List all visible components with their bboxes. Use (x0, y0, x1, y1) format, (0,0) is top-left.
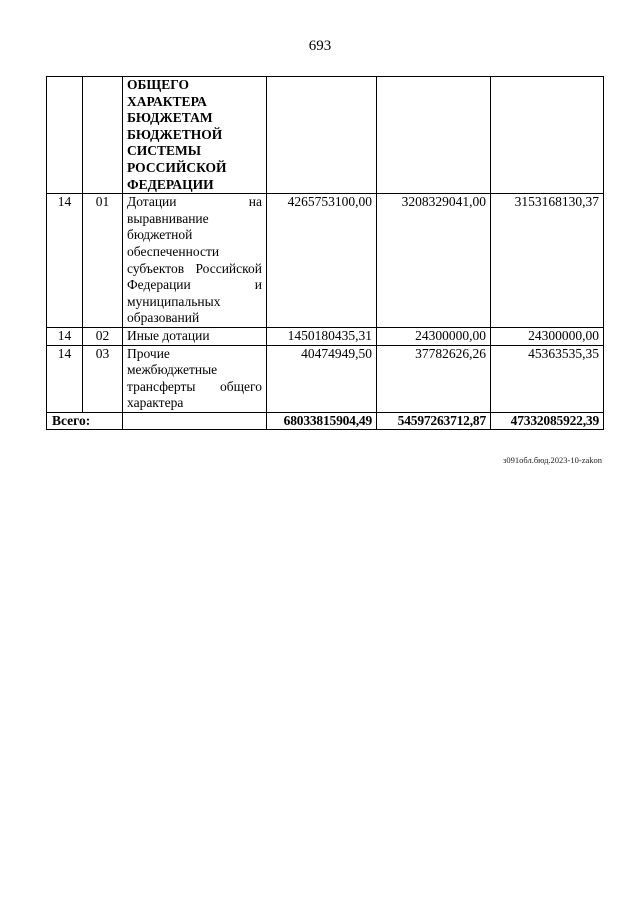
value-year-3: 3153168130,37 (491, 194, 604, 328)
value-cell-2 (377, 77, 491, 194)
section-cell (47, 77, 83, 194)
table-row (47, 194, 604, 328)
subsection-cell (83, 77, 123, 194)
section-code: 14 (47, 345, 83, 412)
budget-table (46, 76, 604, 430)
total-year-2: 54597263712,87 (377, 412, 491, 430)
value-year-2: 24300000,00 (377, 327, 491, 345)
table-row (47, 345, 604, 412)
value-year-1: 1450180435,31 (267, 327, 377, 345)
document-code: з091обл.бюд.2023-10-zakon (503, 455, 602, 465)
value-year-1: 40474949,50 (267, 345, 377, 412)
subsection-code: 02 (83, 327, 123, 345)
value-cell-1 (267, 77, 377, 194)
total-name-cell (123, 412, 267, 430)
section-code: 14 (47, 194, 83, 328)
section-code: 14 (47, 327, 83, 345)
table-row (47, 327, 604, 345)
section-heading-name: ОБЩЕГО ХАРАКТЕРА БЮДЖЕТАМ БЮДЖЕТНОЙ СИСТЕМЫ РОССИЙСКОЙ ФЕДЕРАЦИИ (123, 77, 267, 194)
value-year-1: 4265753100,00 (267, 194, 377, 328)
row-name: Прочие межбюджетные трансферты общего характера (123, 345, 267, 412)
total-year-1: 68033815904,49 (267, 412, 377, 430)
subsection-code: 03 (83, 345, 123, 412)
value-year-3: 24300000,00 (491, 327, 604, 345)
page-number: 693 (308, 38, 332, 54)
table-row-total (47, 412, 604, 430)
subsection-code: 01 (83, 194, 123, 328)
value-year-2: 3208329041,00 (377, 194, 491, 328)
row-name: Дотации на выравнивание бюджетной обеспеченности субъектов Российской Федерации и муниципальных образований (123, 194, 267, 328)
total-year-3: 47332085922,39 (491, 412, 604, 430)
value-cell-3 (491, 77, 604, 194)
row-name: Иные дотации (123, 327, 267, 345)
total-label: Всего: (47, 412, 123, 430)
value-year-3: 45363535,35 (491, 345, 604, 412)
value-year-2: 37782626,26 (377, 345, 491, 412)
table-row-heading (47, 77, 604, 194)
